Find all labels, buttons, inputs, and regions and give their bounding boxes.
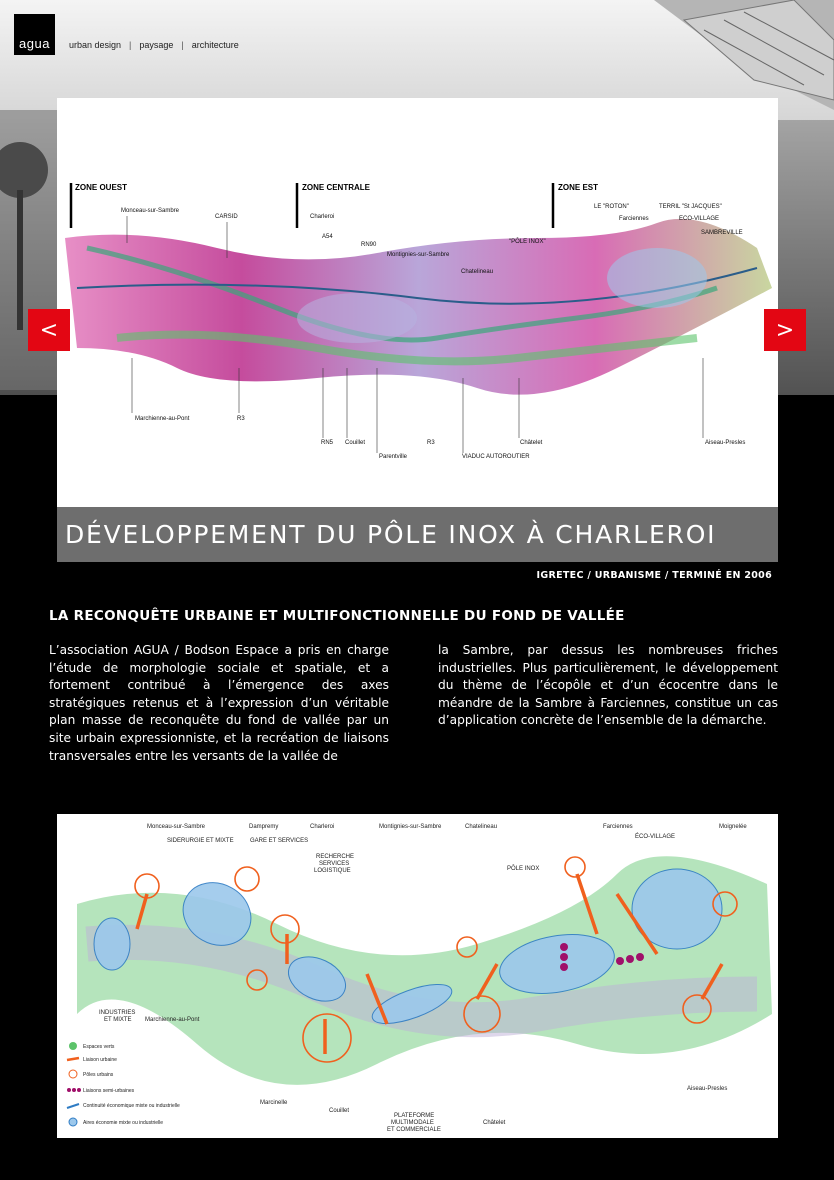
map-label: RN90 [361, 242, 377, 248]
map-label: SERVICES [319, 861, 350, 867]
map-label: Farciennes [619, 216, 649, 222]
map-label: LE "ROTON" [594, 204, 629, 210]
description-column-1: L’association AGUA / Bodson Espace a pris en charge l’étude de morphologie sociale et spatiale, et a fortement contribué à l’émergence des axes stratégiques retenus et à l’expression d’un véritable plan masse de reconquête du fond de vallée par un site urbain expressionniste, et la recréation de liaisons transversales entre les versants de la vallée de [49, 643, 389, 763]
agua-logo[interactable] [14, 14, 55, 55]
map-label: ÉCO-VILLAGE [635, 834, 676, 840]
legend-item: Continuité économique mixte ou industrielle [83, 1103, 180, 1109]
map-label: "PÔLE INOX" [509, 239, 546, 245]
legend-item: Liaisons semi-urbaines [83, 1088, 135, 1094]
map-label: Châtelet [520, 440, 543, 446]
map-label: Marcinelle [260, 1100, 288, 1106]
logo-text: agua [19, 36, 50, 51]
legend-item: Liaison urbaine [83, 1057, 117, 1063]
map-label: VIADUC AUTOROUTIER [462, 454, 530, 460]
map-label: A54 [322, 234, 333, 240]
previous-slide-button[interactable] [28, 309, 70, 351]
map-label: Montignies-sur-Sambre [387, 252, 450, 258]
map-label: ECO-VILLAGE [679, 216, 720, 222]
description-column-2: la Sambre, par dessus les nombreuses friches industrielles. Plus particulièrement, le développement du thème de l’écopôle et d’un écocentre dans le méandre de la Sambre à Farciennes, constitue un cas d’application concrète de l’ensemble de la démarche. [438, 643, 778, 728]
nav-separator: | [181, 40, 184, 50]
next-slide-button[interactable] [764, 309, 806, 351]
legend-item: Espaces verts [83, 1044, 115, 1050]
nav-urban-design[interactable]: urban design [69, 40, 122, 50]
map-label: Aiseau-Presles [687, 1086, 728, 1092]
title-bar [57, 507, 778, 562]
map-label: Chatelineau [465, 824, 498, 830]
map-label: Montignies-sur-Sambre [379, 824, 442, 830]
map-label: Farciennes [603, 824, 633, 830]
zone-label: ZONE OUEST [75, 183, 128, 192]
zone-label: ZONE CENTRALE [302, 183, 370, 192]
map-label: Moignelée [719, 824, 747, 830]
map-label: PÔLE INOX [507, 866, 540, 872]
map-label: RN5 [321, 440, 334, 446]
map-label: R3 [237, 416, 245, 422]
legend-item: Pôles urbains [83, 1072, 114, 1078]
map-label: GARE ET SERVICES [250, 838, 309, 844]
strategy-map-image [57, 814, 778, 1138]
map-legend [67, 1042, 180, 1126]
map-label: Marchienne-au-Pont [145, 1017, 200, 1023]
project-subtitle: LA RECONQUÊTE URBAINE ET MULTIFONCTIONNELLE DU FOND DE VALLÉE [49, 608, 625, 624]
zone-map [57, 98, 778, 507]
map-label: LOGISTIQUE [314, 868, 351, 874]
map-label: Marchienne-au-Pont [135, 416, 190, 422]
map-label: R3 [427, 440, 435, 446]
map-label: SAMBREVILLE [701, 230, 743, 236]
map-label: TERRIL "St JACQUES" [659, 204, 722, 210]
map-label: Monceau-sur-Sambre [147, 824, 206, 830]
map-label: Couillet [345, 440, 366, 446]
map-label: Châtelet [483, 1120, 506, 1126]
map-label: SIDERURGIE ET MIXTE [167, 838, 234, 844]
map-label: ET COMMERCIALE [387, 1127, 441, 1133]
map-label: Monceau-sur-Sambre [121, 208, 180, 214]
slide-image [57, 98, 778, 507]
map-label: INDUSTRIES [99, 1010, 136, 1016]
chevron-right-icon: > [775, 317, 795, 343]
project-meta: IGRETEC / URBANISME / TERMINÉ EN 2006 [536, 570, 772, 581]
legend-item: Aires économie mixte ou industrielle [83, 1120, 164, 1126]
nav-paysage[interactable]: paysage [139, 40, 174, 50]
map-label: Charleroi [310, 214, 335, 220]
map-label: PLATEFORME [394, 1113, 435, 1119]
map-label: Chatelineau [461, 269, 494, 275]
map-label: Parentville [379, 454, 408, 460]
map-label: Couillet [329, 1108, 350, 1114]
zone-label: ZONE EST [558, 183, 599, 192]
map-label: Aiseau-Presles [705, 440, 746, 446]
nav-architecture[interactable]: architecture [191, 40, 239, 50]
map-label: MULTIMODALE [391, 1120, 434, 1126]
map-label: RECHERCHE [316, 854, 355, 860]
map-label: Dampremy [249, 824, 279, 830]
map-label: Charleroi [310, 824, 335, 830]
project-title: DÉVELOPPEMENT DU PÔLE INOX À CHARLEROI [65, 520, 717, 549]
nav-separator: | [129, 40, 132, 50]
map-label: CARSID [215, 214, 238, 220]
top-navigation [69, 40, 239, 50]
chevron-left-icon: < [39, 317, 59, 343]
map-label: ET MIXTE [104, 1017, 132, 1023]
strategy-map [57, 814, 778, 1138]
